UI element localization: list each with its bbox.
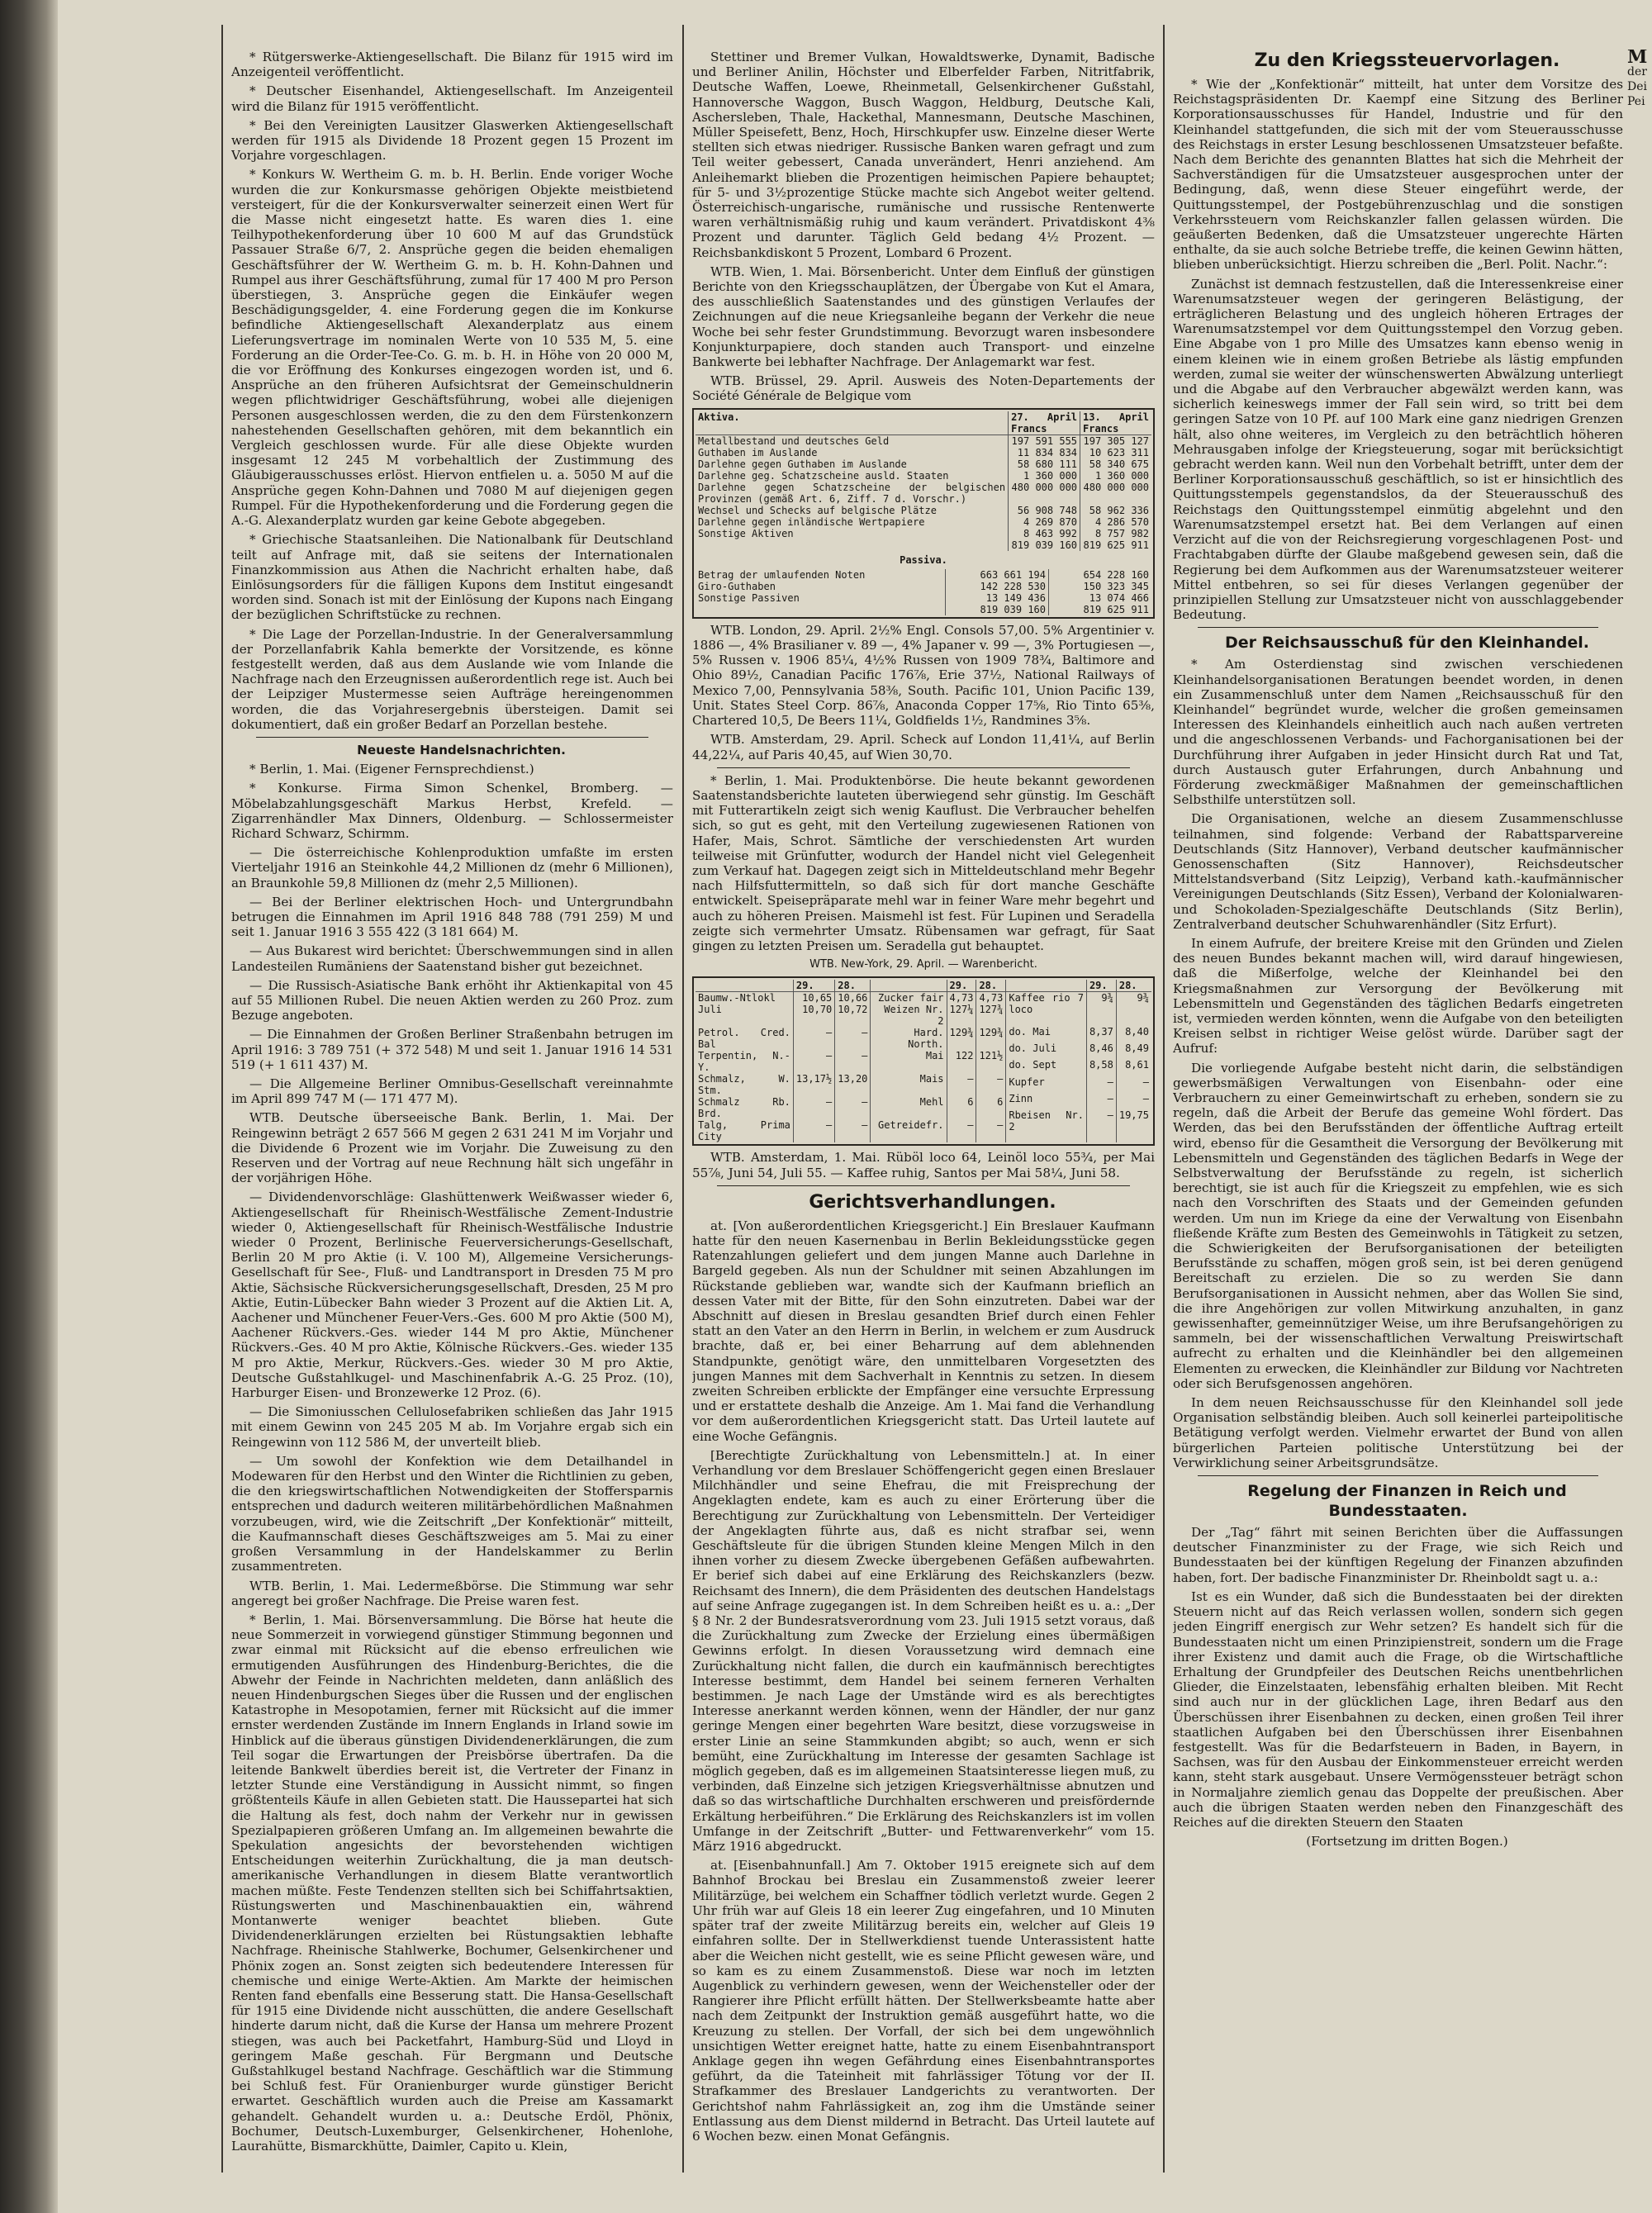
article-text: — Um sowohl der Konfektion wie dem Detailhandel in Modewaren für den Herbst und den Winter die Richtlinien zu geben, die den kriegswirtschaftlichen Notwendigkeiten der Stoffersparnis entsprechen und dadurch weiteren militärbehördlichen Maßnahmen vorzubeugen, wird, wie die Zeitschrift „Der Konfektionär“ mitteilt, die Kaufmannschaft dieses Geschäftszweiges am 5. Mai zu einer großen Versammlung in der Handelskammer zu Berlin zusammentreten. — [231, 1453, 673, 1574]
book-spine — [0, 0, 58, 2213]
table-cell: 127¾ — [976, 1004, 1005, 1027]
article-text: WTB. Berlin, 1. Mai. Ledermeßbörse. Die Stimmung war sehr angeregt bei großer Nachfrage. Die Preise waren fest. — [231, 1578, 673, 1608]
table-row — [1006, 1093, 1151, 1109]
table-cell: Zucker fair — [871, 992, 947, 1004]
table-cell: — — [1116, 1093, 1151, 1109]
table-cell: — — [793, 1027, 834, 1050]
table-row — [1006, 1042, 1151, 1059]
table-row — [1006, 1026, 1151, 1042]
table-cell: 10,65 — [793, 992, 834, 1004]
article-text: * Rütgerswerke-Aktiengesellschaft. Die Bilanz für 1915 wird im Anzeigenteil veröffentlicht. — [231, 50, 673, 80]
table-cell: 8,37 — [1086, 1026, 1116, 1042]
article-text: at. [Von außerordentlichen Kriegsgericht.] Ein Breslauer Kaufmann hatte für den neuen Kasernenbau in Berlin Bekleidungsstücke gegen Ratenzahlungen geliefert und dem jungen Manne auch Darlehne in Bargeld gegeben. Als nun der Schuldner mit seinen Abzahlungen im Rückstande geblieben war, wandte sich der Kaufmann brieflich an dessen Vater mit der Bitte, für den Sohn einzutreten. Dabei war der Abschnitt auf diesen in Breslau gesandten Brief durch einen Fehler statt an den Vater an den Herrn in Berlin, in welchem er zum Ausdruck brachte, daß er, bei einer Beharrung auf dem ablehnenden Standpunkte, genötigt wäre, den unmittelbaren Vorgesetzten des jungen Mannes mit dem Sachverhalt in Kenntnis zu setzen. In diesem zweiten Schreiben erblickte der Empfänger eine versuchte Erpressung und er erstattete deshalb die Anzeige. Am 1. Mai fand die Verhandlung vor dem außerordentlichen Kriegsgericht statt. Das Urteil lautete auf eine Woche Gefängnis. — [692, 1218, 1155, 1444]
table-cell: 10,70 — [793, 1004, 834, 1027]
table-header: 28. — [835, 980, 871, 992]
article-text: — Bei der Berliner elektrischen Hoch- und Untergrundbahn betrugen die Einnahmen im April 1916 848 788 (791 259) M und seit 1. Januar 1916 3 555 422 (3 181 664) M. — [231, 894, 673, 940]
table-cell: Darlehne gegen Guthaben im Auslande — [698, 458, 907, 470]
table-cell: 480 000 000 — [1080, 482, 1151, 505]
table-row — [695, 604, 1151, 615]
table-cell: Kaffee rio 7 loco — [1009, 992, 1084, 1016]
table-row — [695, 458, 1151, 470]
table-cell: 4,73 — [976, 992, 1005, 1004]
article-text: — Die Russisch-Asiatische Bank erhöht ihr Aktienkapital von 45 auf 55 Millionen Rubel. Die neuen Aktien werden zu 260 Proz. zum Bezuge angeboten. — [231, 977, 673, 1023]
table-cell: Sonstige Aktiven — [698, 527, 794, 539]
table-cell: Sonstige Passiven — [698, 591, 800, 604]
bank-statement-box — [692, 408, 1155, 619]
divider — [717, 767, 1130, 768]
table-cell: — — [947, 1119, 976, 1142]
table-header: 27. April Francs — [1009, 411, 1080, 435]
table-cell: — — [976, 1119, 1005, 1142]
table-cell: do. Sept — [1009, 1059, 1057, 1071]
article-text: * Deutscher Eisenhandel, Aktiengesellschaft. Im Anzeigenteil wird die Bilanz für 1915 veröffentlicht. — [231, 83, 673, 114]
divider — [256, 737, 648, 738]
table-cell: do. Mai — [1009, 1025, 1051, 1038]
table-row — [695, 592, 1151, 604]
table-row — [695, 539, 1151, 551]
middle-column — [692, 50, 1155, 2197]
table-cell: 13,17½ — [793, 1073, 834, 1096]
table-cell: 8,40 — [1116, 1026, 1151, 1042]
table-cell: Metallbestand und deutsches Geld — [698, 435, 890, 447]
table-cell: 19,75 — [1116, 1109, 1151, 1142]
table-cell: 819 039 160 — [1009, 539, 1080, 551]
article-text: — Aus Bukarest wird berichtet: Überschwemmungen sind in allen Landesteilen Rumäniens der Saatenstand bisher gut bezeichnet. — [231, 943, 673, 974]
ny-table-box — [692, 976, 1155, 1146]
edge-text: der — [1627, 65, 1647, 78]
article-text: * Konkurse. Firma Simon Schenkel, Bromberg. — Möbelabzahlungsgeschäft Markus Herbst, Krefeld. — Zigarrenhändler Max Dinners, Oldenburg. — Schlossermeister Richard Schwarz, Schirmm. — [231, 781, 673, 841]
article-text: * Die Lage der Porzellan-Industrie. In der Generalversammlung der Porzellanfabrik Kahla bemerkte der Vorsitzende, es könne festgestellt werden, daß aus dem Auslande wie vom Inlande die Nachfrage nach den Erzeugnissen außerordentlich rege ist. Auch bei der Leipziger Mustermesse seien Aufträge hereingenommen worden, die das Vorjahresergebnis übersteigen. Damit sei dokumentiert, daß ein großer Bedarf an Porzellan bestehe. — [231, 626, 673, 732]
table-row — [695, 435, 1151, 447]
table-header: Aktiva. — [695, 411, 1009, 435]
table-cell: Weizen Nr. 2 — [871, 1004, 947, 1027]
table-cell: 58 680 111 — [1009, 458, 1080, 470]
article-text: WTB. Wien, 1. Mai. Börsenbericht. Unter dem Einfluß der günstigen Berichte von den Kriegsschauplätzen, der Übergabe von Kut el Amara, des ausschließlich Saatenstandes und des günstigen Verlaufes der Zeichnungen auf die neue Kriegsanleihe begann der Verkehr die neue Woche bei sehr fester Grundstimmung. Bevorzugt waren insbesondere Konjunkturpapiere, doch standen auch Transport- und einzelne Bankwerte bei lebhafter Nachfrage. Der Anlagemarkt war fest. — [692, 264, 1155, 370]
table-header: 29. — [947, 980, 976, 992]
table-cell: 8 463 992 — [1009, 528, 1080, 539]
divider — [1198, 1475, 1598, 1476]
edge-text: Pei — [1627, 95, 1645, 108]
table-row — [695, 569, 1151, 581]
table-cell: 129¾ — [947, 1027, 976, 1050]
section-heading: Gerichtsverhandlungen. — [809, 1191, 1056, 1213]
table-cell: Guthaben im Auslande — [698, 446, 818, 458]
table-row — [695, 1119, 1005, 1142]
table-row — [695, 1027, 1005, 1050]
table-row — [695, 992, 1005, 1004]
table-row — [695, 516, 1151, 528]
article-text: Stettiner und Bremer Vulkan, Howaldtswerke, Dynamit, Badische und Berliner Anilin, Höchster und Elberfelder Farben, Nitritfabrik, Deutsche Waffen, Loewe, Rheinmetall, Gelsenkirchener Gußstahl, Hannoversche Waggon, Busch Waggon, Heldburg, Deutsche Kali, Aschersleben, Thale, Hackethal, Mannesmann, Deutsche Maschinen, Müller Speisefett, Benz, Hoch, Hirschkupfer usw. Einzelne dieser Werte stellten sich etwas niedriger. Russische Banken waren gefragt und zum Teil weiter gebessert, Canada unverändert, Henri anziehend. Am Anleihemarkt blieben die Prozentigen heimischen Papiere behauptet; für 5- und 3½prozentige Stücke machte sich Angebot weiter geltend. Österreichisch-ungarische, rumänische und russische Rentenwerte waren verhältnismäßig ruhig und kaum verändert. Privatdiskont 4⅜ Prozent und darunter. Täglich Geld bedang 4½ Prozent. — Reichsbankdiskont 5 Prozent, Lombard 6 Prozent. — [692, 50, 1155, 260]
table-row — [695, 1050, 1005, 1073]
ny-table — [695, 980, 1005, 1142]
article-text: Die vorliegende Aufgabe besteht nicht darin, die selbständigen gewerbsmäßigen Verwaltungen von Eisenbahn- oder eine Verbrauchern zu einer Gemeinwirtschaft zu erheben, sondern sie zu regeln, daß die Arbeit der Berufe das gemeine Wohl fördert. Das Werden, das bei den Berufsständen der öffentliche Auftrag erteilt wird, ebenso für die Gesamtheit die Versorgung der Bevölkerung mit Lebensmitteln und Gegenständen des täglichen Bedarfs in Wege der Selbstverwaltung der Berufsstände zu regeln, ist sicherlich berechtigt, sie ist auch für die Kriegszeit zu empfehlen, wie es sich nach den Vorschriften des Staats und der Gemeinden gefunden werden. Um nun im Kriege da eine der Verwaltung von Eisenbahn fließende Kräfte zum Besten des Gemeinwohls in Tätigkeit zu setzen, die Schwierigkeiten der Berufsorganisationen der beteiligten Berufsstände zu schaffen, mögen groß sein, ist bei deren genügend Bereitschaft zu erzielen. Die so zu werden Sie dann Berufsorganisationen in Aussicht nehmen, aber das Wollen Sie sind, die ihre Angehörigen zur vollen Mitwirkung anzuhalten, in ganz gewissenhafter, gemeinnütziger Weise, um ihre Berufsangehörigen zu sammeln, bei der wissenschaftlichen Verwaltung Preiswirtschaft aufrecht zu erhalten und die Kleinhändler bei den allgemeinen Elementen zu erwecken, die Kleinhändler zur Bildung vor Nachtreten oder sich Berufsgenossen angehören. — [1173, 1060, 1623, 1391]
article-text: — Dividendenvorschläge: Glashüttenwerk Weißwasser wieder 6, Aktiengesellschaft für Rheinisch-Westfälische Zement-Industrie wieder 0, Aktiengesellschaft für Rheinisch-Westfälische Industrie wieder 0 Prozent, Berlinische Feuerversicherungs-Gesellschaft, Berlin 20 M pro Aktie (i. V. 100 M), Allgemeine Versicherungs-Gesellschaft für See-, Fluß- und Landtransport in Dresden 75 M pro Aktie, Sächsische Rückversicherungsgesellschaft, Dresden, 25 M pro Aktie, Eutin-Lübecker Bahn wieder 3 Prozent auf die Aktien Lit. A, Aachener und Münchener Feuer-Vers.-Ges. 600 M pro Aktie (500 M), Aachener Rückvers.-Ges. wieder 144 M pro Aktie, Münchener Rückvers.-Ges. 40 M pro Aktie, Kölnische Rückvers.-Ges. wieder 135 M pro Aktie, Merkur, Rückvers.-Ges. wieder 30 M pro Aktie, Deutsche Gußstahlkugel- und Maschinenfabrik A.-G. 25 Proz. (10), Harburger Eisen- und Bronzewerke 12 Proz. (6). — [231, 1190, 673, 1401]
article-text: WTB. Amsterdam, 1. Mai. Rüböl loco 64, Leinöl loco 55¾, per Mai 55⅞, Juni 54, Juli 55. — Kaffee ruhig, Santos per Mai 58¼, Juni 58. — [692, 1150, 1155, 1180]
table-header — [1006, 980, 1087, 992]
table-row — [1006, 992, 1151, 1026]
article-text: In einem Aufrufe, der breitere Kreise mit den Gründen und Zielen des neuen Bundes bekannt machen will, wird darauf hingewiesen, daß die Mißerfolge, welche der Kleinhandel bei den Kriegsmaßnahmen zur Versorgung der Bevölkerung mit Lebensmitteln und Gegenständen des täglichen Bedarfs eingetreten ist, vermieden werden könnten, wenn die Aufgabe von den beteiligten Kreisen selbst in richtiger Weise gelöst würde. Darüber sagt der Aufruf: — [1173, 935, 1623, 1057]
article-text: — Die Einnahmen der Großen Berliner Straßenbahn betrugen im April 1916: 3 789 751 (+ 372 548) M und seit 1. Januar 1916 14 531 519 (+ 1 611 437) M. — [231, 1027, 673, 1072]
table-header: 28. — [1116, 980, 1151, 992]
table-cell — [695, 539, 1009, 551]
table-row — [695, 1004, 1005, 1027]
table-cell: Mehl — [871, 1096, 947, 1119]
table-cell: 58 962 336 — [1080, 505, 1151, 516]
table-title: WTB. New-York, 29. April. — Warenbericht. — [809, 958, 1037, 971]
table-cell: — — [1116, 1076, 1151, 1093]
table-cell: — — [976, 1073, 1005, 1096]
article-text: * Bei den Vereinigten Lausitzer Glaswerken Aktiengesellschaft werden für 1915 als Dividende 18 Prozent gegen 15 Prozent im Vorjahre vorgeschlagen. — [231, 117, 673, 164]
table-cell: 663 661 194 — [945, 569, 1048, 581]
passiva-label: Passiva. — [900, 553, 947, 566]
article-text: * Am Osterdienstag sind zwischen verschiedenen Kleinhandelsorganisationen Beratungen beendet worden, in denen ein Zusammenschluß unter dem Namen „Reichsausschuß für den Kleinhandel“ begründet wurde, welcher die großen gemeinsamen Interessen des Kleinhandels einheitlich auch nach außen vertreten und die angeschlossenen Verbands- und Fachorganisationen bei der Durchführung ihrer Aufgaben in jeder Hinsicht durch Rat und Tat, durch Austausch guter Erfahrungen, durch Anbahnung und Förderung zweckmäßiger Maßnahmen der gemeinschaftlichen Selbsthilfe unterstützen soll. — [1173, 657, 1623, 808]
table-cell: Mai — [871, 1050, 947, 1073]
column-divider — [1163, 25, 1165, 2173]
table-cell: 197 305 127 — [1080, 435, 1151, 447]
article-text: * Berlin, 1. Mai. Börsenversammlung. Die Börse hat heute die neue Sommerzeit in vorwiegend günstiger Stimmung begonnen und zwar einmal mit Rücksicht auf die ebenso erfreulichen wie ermutigenden Ausführungen des Hindenburg-Berichtes, die die Abwehr der Feinde in Nachrichten meldeten, dann anläßlich des neuen Hindenburgschen Sieges über die Russen und der englischen Katastrophe in Mesopotamien, ferner mit Rücksicht auf die immer ernster werdenden Zustände im Innern Englands in Irland sowie im Hinblick auf die überaus günstigen Dividendenerklärungen, die zum Teil sogar die Erwartungen der Preisbörse übertrafen. Da die leitende Bankwelt überdies bereit ist, die Vertreter der Finanz in letzter Stunde eine Verständigung in Aussicht nimmt, so fingen größtenteils Käufe in allen Gebieten statt. Die Haussepartei hat sich die Haltung als fest, doch nahm der Verkehr nur in gewissen Spezialpapieren größeren Umfang an. Im allgemeinen bewahrte die Spekulation angesichts der bevorstehenden wichtigen Entscheidungen weiterhin Zurückhaltung, die ja man deutsch-amerikanische Verhandlungen in diesem Blatte verantwortlich machen müßte. Feste Tendenzen stellten sich bei Schiffahrtsaktien, Rüstungswerten und Maschinenbauaktien ein, während Montanwerte weniger beachtet blieben. Gute Dividendenerklärungen erzielten bei Rüstungsaktien lebhafte Nachfrage. Rheinische Stahlwerke, Bochumer, Gelsenkirchener und Phönix zogen an. Sonst zeigten sich bedeutendere Interessen für chemische und einige Werte-Aktien. Am Markte der heimischen Renten fand ebenfalls eine Besserung statt. Die Hansa-Gesellschaft für 1915 eine Dividende nicht ausschütten, die andere Gesellschaft hinderte darum nicht, daß die Kurse der Hansa um mehrere Prozent stiegen, was auch bei Packetfahrt, Hamburg-Süd und Lloyd in geringem Maße geschah. Für Bergmann und Deutsche Gußstahlkugel bestand Nachfrage. Geschäftlich war die Stimmung bei Schluß fest. Für Oranienburger wurde günstiger Bericht erwartet. Geschäftlich wurden auch die Preise am Kassamarkt gehandelt. Gehandelt wurden u. a.: Deutsche Erdöl, Phönix, Bochumer, Deutsch-Luxemburger, Gelsenkirchener, Hohenlohe, Laurahütte, Bismarckhütte, Daimler, Capito u. Klein, — [231, 1612, 673, 2154]
table-cell: — — [835, 1027, 871, 1050]
table-cell: Mais — [871, 1073, 947, 1096]
divider — [1198, 627, 1598, 628]
table-cell: 8,61 — [1116, 1059, 1151, 1076]
table-cell: 819 625 911 — [1049, 604, 1152, 615]
article-text: WTB. Brüssel, 29. April. Ausweis des Noten-Departements der Société Générale de Belgique vom — [692, 373, 1155, 404]
article-text: [Berechtigte Zurückhaltung von Lebensmitteln.] at. In einer Verhandlung vor dem Breslauer Schöffengericht gegen einen Breslauer Milchhändler und seine Ehefrau, die mit Freisprechung der Angeklagten endete, kam es auch zu einer Erörterung über die Berechtigung zur Zurückhaltung von Lebensmitteln. Der Verteidiger der Angeklagten führte aus, daß es nicht strafbar sei, wenn Geschäftsleute für die übrigen Stunden kleine Mengen Milch in den ihnen vorher zu diesem Zwecke übergebenen Gefäßen aufbewahrten. Er berief sich dabei auf eine Erklärung des Reichskanzlers (bezw. Reichsamt des Innern), die dem Präsidenten des deutschen Handelstags auf seine Anfrage zugegangen ist. In dem Schreiben heißt es u. a.: „Der § 8 Nr. 2 der Bundesratsverordnung vom 23. Juli 1915 setzt voraus, daß die Zurückhaltung zum Zwecke der Erzielung eines übermäßigen Gewinns erfolgt. In diesen Voraussetzung wird demnach eine Zurückhaltung nicht fallen, die durch ein kaufmännisch berechtigtes Interesse bestimmt, dem Handel bei seinem ferneren Verhalten bestimmen. Je nach Lage der Umstände wird es als berechtigtes Interesse anerkannt werden können, wenn der Händler, der nur ganz geringe Mengen einer begehrten Ware besitzt, diese vorzugsweise in erster Linie an seine Stammkunden abgibt; so auch, wenn er sich bemüht, eine Zurückhaltung im Interesse der gesamten Sachlage ist möglich gegeben, daß es im allgemeinen Staatsinteresse liegen muß, zu verbinden, daß Einzelne sich jetzigen Kriegsverhältnisse abnutzen und daß so das wirtschaftliche Durchhalten erschweren und preisfördernde Erkältung herbeiführen.“ Die Erklärung des Reichskanzlers ist im vollen Umfange in der Zeitschrift „Butter- und Fettwarenverkehr“ vom 15. März 1916 abgedruckt. — [692, 1447, 1155, 1854]
continuation-note: (Fortsetzung im dritten Bogen.) — [1306, 1834, 1508, 1850]
table-cell: Terpentin, N.-Y. — [698, 1050, 790, 1074]
table-cell: — — [835, 1050, 871, 1073]
table-cell: — — [1086, 1076, 1116, 1093]
section-heading: Neueste Handelsnachrichten. — [357, 742, 566, 757]
table-row — [695, 1073, 1005, 1096]
table-cell: Baumw.-Ntlokl — [698, 992, 776, 1004]
table-cell: 9¾ — [1086, 992, 1116, 1026]
table-cell: 121½ — [976, 1050, 1005, 1073]
section-heading: Regelung der Finanzen in Reich und Bundesstaaten. — [1247, 1482, 1567, 1521]
section-heading: Der Reichsausschuß für den Kleinhandel. — [1225, 634, 1589, 653]
article-text: Der „Tag“ fährt mit seinen Berichten über die Auffassungen deutscher Finanzminister zu der Frage, wie sich Reich und Bundesstaaten bei der künftigen Regelung der Finanzen abzufinden haben, fort. Der badische Finanzminister Dr. Rheinboldt sagt u. a.: — [1173, 1525, 1623, 1585]
article-text: WTB. Amsterdam, 29. April. Scheck auf London 11,41¼, auf Berlin 44,22¼, auf Paris 40,45, auf Wien 30,70. — [692, 732, 1155, 762]
article-text: at. [Eisenbahnunfall.] Am 7. Oktober 1915 ereignete sich auf dem Bahnhof Brockau bei Breslau ein Zusammenstoß zweier leerer Militärzüge, bei welchem ein Schaffner tödlich verletzt wurde. Gegen 2 Uhr früh war auf Gleis 18 ein leerer Zug eingefahren, und 10 Minuten später traf der zweite Militärzug bereits ein, welcher auf Gleis 19 einfahren sollte. Der in Stellwerkdienst tuende Unterassistent hatte aber die Weichen nicht gestellt, wie es seine Pflicht gewesen wäre, und so kam es zu einem Zusammenstoß. Diese war noch im letzten Augenblick zu verhindern gewesen, wenn der Weichensteller oder der Rangierer ihre Pflicht erfüllt hätten. Der Stellwerksbeamte hatte aber nach dem Zeitpunkt der Instruktion gemäß ausgeführt hatte, wo die Kreuzung zu stellen. Der Vorfall, der sich bei dem ungewöhnlich unsichtigen Wetter ereignet hatte, hatte zu einem Eisenbahntransport Anklage gegen ihn wegen Gefährdung eines Eisenbahntransportes geführt, da die Tateinheit mit fahrlässiger Tötung vor der II. Strafkammer des Breslauer Landgerichts zu verantworten. Der Gerichtshof nahm Fahrlässigkeit an, zog ihm die Umstände seiner Entlassung aus dem Dienst mildernd in Betracht. Das Urteil lautete auf 6 Wochen bezw. einen Monat Gefängnis. — [692, 1858, 1155, 2144]
left-column — [231, 50, 673, 2197]
table-header: 29. — [1086, 980, 1116, 992]
edge-text: M — [1627, 50, 1648, 68]
article-text: * Berlin, 1. Mai. Produktenbörse. Die heute bekannt gewordenen Saatenstandsberichte lauteten überwiegend sehr günstig. Im Geschäft mit Futterartikeln zeigt sich wenig Kauflust. Die Verbraucher behelfen sich, so gut es geht, mit den Verteilung zugewiesenen Rationen von Hafer, Mais, Schrot. Sämtliche der verschiedensten Art wurden teilweise mit Grünfutter, wodurch der Handel nicht viel Gelegenheit zum Verkauf hat. Dagegen zeigt sich in Mitteldeutschland mehr Begehr nach Hilfsfuttermitteln, so daß sich für dort manche Geschäfte entwickelt. Speisepräparate mehl war in feiner Ware mehr begehrt und auch zu höheren Preisen. Maismehl ist fest. Für Lupinen und Seradella zeigte sich vermehrter Umsatz. Rübensamen war gefragt, für Saat gingen zu letzten Preisen um. Seradella gut behauptet. — [692, 772, 1155, 953]
article-text: Zunächst ist demnach festzustellen, daß die Interessenkreise einer Warenumsatzsteuer wegen der geringeren Belästigung, der erträglicheren Belastung und des ungleich höheren Ertrages der Warenumsatzstempel vor dem Quittungsstempel den Vorzug geben. Eine Abgabe von 1 pro Mille des Umsatzes kann ebenso wenig in einem kleinen wie in einem großen Betriebe als lästig empfunden werden, zumal sie weiter der wünschenswerten Abwälzung unterliegt und die Abgabe auf den Verbraucher abgewälzt werden kann, was sicherlich keineswegs immer der Fall sein wird, so tritt bei dem geringen Satze von 10 Pf. auf 100 Mark eine ganz niedrigen Grenzen hält, also ohne weiteres, im Vergleich zu den beträchtlich höheren Mehrausgaben infolge der Kriegsteuerung, sogar mit berücksichtigt gebracht werden kann. Weil nun den Vorbehalt betrifft, unter dem der Berliner Korporationsausschuß geschäftlich, so ist er hinsichtlich des Quittungsstempels gegenstandslos, da der Steuerausschuß des Reichstags den Quittungsstempel einmütig abgelehnt und den Warenumsatzstempel ersetzt hat. Bei dem Verlangen auf einen Verzicht auf die von der Reichsregierung vorgeschlagenen Post- und Frachtabgaben dürfte der Glaube maßgebend gewesen sein, daß die Regierung bei dem Aufkommen aus der Warenumsatzsteuer weiterer Mittel entbehren, so sei für dieses Verlangen gegenüber der prinzipiellen Stellung zur Umsatzsteuer nicht von ausschlaggebender Bedeutung. — [1173, 276, 1623, 623]
table-row — [695, 528, 1151, 539]
table-header — [871, 980, 947, 992]
table-cell: — — [947, 1073, 976, 1096]
adjacent-page-edge — [1627, 50, 1652, 2197]
table-cell: Darlehne gegen Schatzscheine der belgischen Provinzen (gemäß Art. 6, Ziff. 7 d. Vorschr.) — [698, 481, 1006, 505]
article-text: In dem neuen Reichsausschusse für den Kleinhandel soll jede Organisation selbständig bleiben. Auch soll keinerlei parteipolitische Betätigung verfolgt werden. Vielmehr erwartet der Bund von allen bürgerlichen Parteien politische Unterstützung bei der Verwirklichung seiner Arbeitsgrundsätze. — [1173, 1395, 1623, 1470]
divider — [717, 1185, 1130, 1186]
table-row — [1006, 1076, 1151, 1093]
table-cell: 11 834 834 — [1009, 447, 1080, 458]
ny-table-right — [1005, 980, 1151, 1142]
article-text: * Konkurs W. Wertheim G. m. b. H. Berlin. Ende voriger Woche wurden die zur Konkursmasse gehörigen Objekte meistbietend versteigert, für die der Konkursverwalter seinerzeit einen Wert für die Masse nicht eingesetzt hatte. Es waren dies 1. eine Teilhypothekenforderung über 10 600 M auf das Grundstück Passauer Straße 6/7, 2. Ansprüche gegen die beiden ehemaligen Geschäftsführer der W. Wertheim G. m. b. H. Kohn-Dahnen und Rumpel aus ihrer Geschäftsführung, zumal für 17 400 M pro Person überstiegen, 3. Ansprüche gegen die Einkäufer wegen Beschädigungsgelder, 4. eine Forderung gegen die im Konkurse befindliche Aktiengesellschaft Alexanderplatz aus einem Lieferungsvertrage im nominalen Werte von 10 535 M, 5. eine Forderung an die Order-Tee-Co. G. m. b. H. in Höhe von 20 000 M, die vor Eröffnung des Konkurses eingezogen worden ist, und 6. Ansprüche an den früheren Aufsichtsrat der Gemeinschuldnerin wegen pflichtwidriger Geschäftsführung, wobei alle diejenigen Personen ausgeschlossen werden, die zu den dem Fürstenkonzern nahestehenden Gesellschaften gehören, mit dem bekanntlich ein Vergleich geschlossen wurde. Für alle diese Objekte wurden insgesamt 12 245 M vorbehaltlich der Zustimmung des Gläubigerausschusses erlöst. Hiervon entfielen u. a. 5050 M auf die Ansprüche gegen Kohn-Dahnen und 7080 M auf diejenigen gegen Rumpel. Für die Hypothekenforderung und die Forderung gegen die A.-G. Alexanderplatz wurden gar keine Gebote abgegeben. — [231, 167, 673, 529]
table-cell: 10,66 — [835, 992, 871, 1004]
table-cell: 142 228 530 — [945, 581, 1048, 592]
table-cell: Wechsel und Schecks auf belgische Plätze — [698, 504, 937, 516]
table-cell: Kupfer — [1009, 1076, 1045, 1088]
table-row — [695, 505, 1151, 516]
table-cell: Betrag der umlaufenden Noten — [698, 568, 866, 581]
table-row — [1006, 1059, 1151, 1076]
table-cell: 4 286 570 — [1080, 516, 1151, 528]
table-cell: Darlehne geg. Schatzscheine ausld. Staaten — [698, 469, 949, 482]
table-cell: — — [793, 1096, 834, 1119]
table-cell: 1 360 000 — [1009, 470, 1080, 482]
article-text: — Die österreichische Kohlenproduktion umfaßte im ersten Vierteljahr 1916 an Steinkohle 44,2 Millionen dz (mehr 6 Millionen), an Braunkohle 59,8 Millionen dz (mehr 2,5 Millionen). — [231, 845, 673, 890]
table-cell: Darlehne gegen inländische Wertpapiere — [698, 515, 925, 528]
table-cell: 9¾ — [1116, 992, 1151, 1026]
article-text: * Griechische Staatsanleihen. Die Nationalbank für Deutschland teilt auf Anfrage mit, daß sie seitens der Internationalen Finanzkommission aus Athen die Nachricht erhalten habe, daß Einlösungsorders für die fälligen Kupons dem Institut eingesandt worden sind. Sonach ist mit der Einlösung der Kupons nach Eingang der bezüglichen Schriftstücke zu rechnen. — [231, 532, 673, 623]
table-cell: — — [835, 1096, 871, 1119]
table-cell: — — [1086, 1109, 1116, 1142]
brussels-table — [695, 411, 1151, 551]
table-header: 29. — [793, 980, 834, 992]
table-cell: — — [793, 1050, 834, 1073]
table-cell: 8 757 982 — [1080, 528, 1151, 539]
table-cell: 480 000 000 — [1009, 482, 1080, 505]
table-cell: Rbeisen Nr. 2 — [1009, 1109, 1084, 1133]
table-row — [695, 581, 1151, 592]
table-cell: 197 591 555 — [1009, 435, 1080, 447]
table-cell: 13,20 — [835, 1073, 871, 1096]
table-cell: 8,46 — [1086, 1042, 1116, 1059]
table-cell: 13 149 436 — [945, 592, 1048, 604]
table-cell: Schmalz Rb. Brd. — [698, 1096, 790, 1120]
table-cell: 13 074 466 — [1049, 592, 1152, 604]
table-header — [695, 980, 793, 992]
table-row — [695, 1096, 1005, 1119]
table-cell: 58 340 675 — [1080, 458, 1151, 470]
table-row — [695, 482, 1151, 505]
table-cell: 122 — [947, 1050, 976, 1073]
table-cell: 654 228 160 — [1049, 569, 1152, 581]
table-cell: 819 625 911 — [1080, 539, 1151, 551]
table-cell: — — [793, 1119, 834, 1142]
article-text: WTB. London, 29. April. 2½% Engl. Consols 57,00. 5% Argentinier v. 1886 —, 4% Brasilianer v. 89 —, 4% Japaner v. 99 —, 3% Portugiesen —, 5% Russen v. 1906 85¼, 4½% Russen von 1909 78¾, Baltimore and Ohio 89½, Canadian Pacific 176⅞, Erie 37½, National Railways of Mexico 7,00, Pennsylvania 58⅜, South. Pacific 101, Union Pacific 139, Unit. States Steel Corp. 86⅞, Anaconda Copper 17⅝, Rio Tinto 65⅜, Chartered 10,5, De Beers 11¼, Goldfields 1½, Randmines 3⅝. — [692, 622, 1155, 729]
table-cell: 6 — [976, 1096, 1005, 1119]
table-cell: 8,58 — [1086, 1059, 1116, 1076]
table-cell: 150 323 345 — [1049, 581, 1152, 592]
table-cell: — — [835, 1119, 871, 1142]
table-cell: Juli — [698, 1004, 722, 1016]
article-text: WTB. Deutsche überseeische Bank. Berlin, 1. Mai. Der Reingewinn beträgt 2 657 566 M gegen 2 631 241 M im Vorjahr und die Dividende 6 Prozent wie im Vorjahr. Die Zuweisung zu den Reserven und der Vortrag auf neue Rechnung hält sich ungefähr in der vorjährigen Höhe. — [231, 1110, 673, 1186]
table-cell: 10 623 311 — [1080, 447, 1151, 458]
table-cell: Schmalz, W. Stm. — [698, 1073, 790, 1097]
article-text: — Die Simoniusschen Cellulosefabriken schließen das Jahr 1915 mit einem Gewinn von 245 205 M ab. Im Vorjahre ergab sich ein Reingewinn von 112 586 M, der unverteilt blieb. — [231, 1404, 673, 1450]
table-cell: 819 039 160 — [945, 604, 1048, 615]
table-cell: 129¾ — [976, 1027, 1005, 1050]
section-heading: Zu den Kriegssteuervorlagen. — [1254, 50, 1560, 71]
table-row — [1006, 1109, 1151, 1142]
article-text: — Die Allgemeine Berliner Omnibus-Gesellschaft vereinnahmte im April 899 747 M (— 171 477 M). — [231, 1076, 673, 1107]
table-header: 13. April Francs — [1080, 411, 1151, 435]
table-cell: Petrol. Cred. Bal — [698, 1027, 790, 1051]
edge-text: Dei — [1627, 80, 1647, 93]
table-cell: 6 — [947, 1096, 976, 1119]
table-cell: 4 269 870 — [1009, 516, 1080, 528]
table-row — [695, 447, 1151, 458]
table-cell: Giro-Guthaben — [698, 580, 776, 592]
table-cell: Hard. North. — [871, 1027, 947, 1050]
column-divider — [221, 25, 223, 2173]
article-text: * Berlin, 1. Mai. (Eigener Fernsprechdienst.) — [249, 762, 534, 777]
table-cell: 4,73 — [947, 992, 976, 1004]
table-cell: 1 360 000 — [1080, 470, 1151, 482]
table-row — [695, 470, 1151, 482]
table-cell: 56 908 748 — [1009, 505, 1080, 516]
article-text: * Wie der „Konfektionär“ mitteilt, hat unter dem Vorsitze des Reichstagspräsidenten Dr. Kaempf eine Sitzung des Berliner Korporationsausschusses für Handel, Industrie und für den Kleinhandel stattgefunden, die sich mit der vom Steuerausschusse des Reichstags in erster Lesung beschlossenen Umsatzsteuer befaßte. Nach dem Berichte des genannten Blattes hat sich die Mehrheit der Sachverständigen für die Umsatzsteuer ausgesprochen unter der Bedingung, daß, wenn diese Steuer eingeführt werde, der Quittungsstempel, der Postgebührenzuschlag und die sonstigen Verkehrssteuern vom Reichskanzler fallen gelassen würden. Die geäußerten Bedenken, daß die Umsatzsteuer ungerechte Härten enthalte, da sie auch solche Betriebe treffe, die keinen Gewinn hätten, blieben unberücksichtigt. Hierzu schreiben die „Berl. Polit. Nachr.“: — [1173, 77, 1623, 273]
table-cell: Talg, Prima City — [698, 1119, 790, 1143]
table-cell: Zinn — [1009, 1092, 1033, 1104]
table-cell: do. Juli — [1009, 1042, 1057, 1055]
table-cell: — — [1086, 1093, 1116, 1109]
table-cell: 127¼ — [947, 1004, 976, 1027]
right-column — [1173, 50, 1623, 2197]
table-cell: 8,49 — [1116, 1042, 1151, 1059]
article-text: Die Organisationen, welche an diesem Zusammenschlusse teilnahmen, sind folgende: Verband der Rabattsparvereine Deutschlands (Sitz Hannover), Verband deutscher kaufmännischer Genossenschaften (Sitz Hannover), Reichsdeutscher Mittelstandsverband (Sitz Leipzig), Verband kath.-kaufmännischer Vereinigungen Deutschlands (Sitz Essen), Verband der Kolonialwaren- und Schokoladen-Spezialgeschäfte Deutschlands (Sitz Berlin), Zentralverband deutscher Schuhwarenhändler (Sitz Erfurt). — [1173, 811, 1623, 932]
passiva-table — [695, 569, 1151, 615]
article-text: Ist es ein Wunder, daß sich die Bundesstaaten bei der direkten Steuern nicht auf das Reich verlassen wollen, sondern sich gegen jeden Eingriff energisch zur Wehr setzen? Es handelt sich für die Bundesstaaten nicht um einen Prinzipienstreit, sondern um die Frage ihrer Existenz und damit auch die Frage, ob die Wirtschaftliche Erhaltung der Grundpfeiler des Deutschen Reichs unentbehrlichen Glieder, die Einzelstaaten, lebensfähig erhalten bleiben. Mit Recht sind auch nur in der glücklichen Lage, ihren Bedarf aus den Überschüssen ihrer Eisenbahnen zu decken, einen großen Teil ihrer staatlichen Aufgaben bei den Überschüssen ihrer Eisenbahnen festgestellt. Was für die Bedarfsteuern in Baden, in Bayern, in Sachsen, was für den Ausbau der Einkommensteuer erreicht werden kann, steht stark ausgebaut. Unsere Vermögenssteuer beträgt schon in Normaljahre ziemlich genau das Doppelte der preußischen. Aber auch die übrigen Staaten werden neben den Finanzgeschäft des Reiches auf die direkten Steuern den Staaten — [1173, 1589, 1623, 1830]
table-cell: Getreidefr. — [871, 1119, 947, 1142]
table-cell: 10,72 — [835, 1004, 871, 1027]
column-divider — [682, 25, 684, 2173]
table-cell — [695, 604, 945, 615]
table-header: 28. — [976, 980, 1005, 992]
